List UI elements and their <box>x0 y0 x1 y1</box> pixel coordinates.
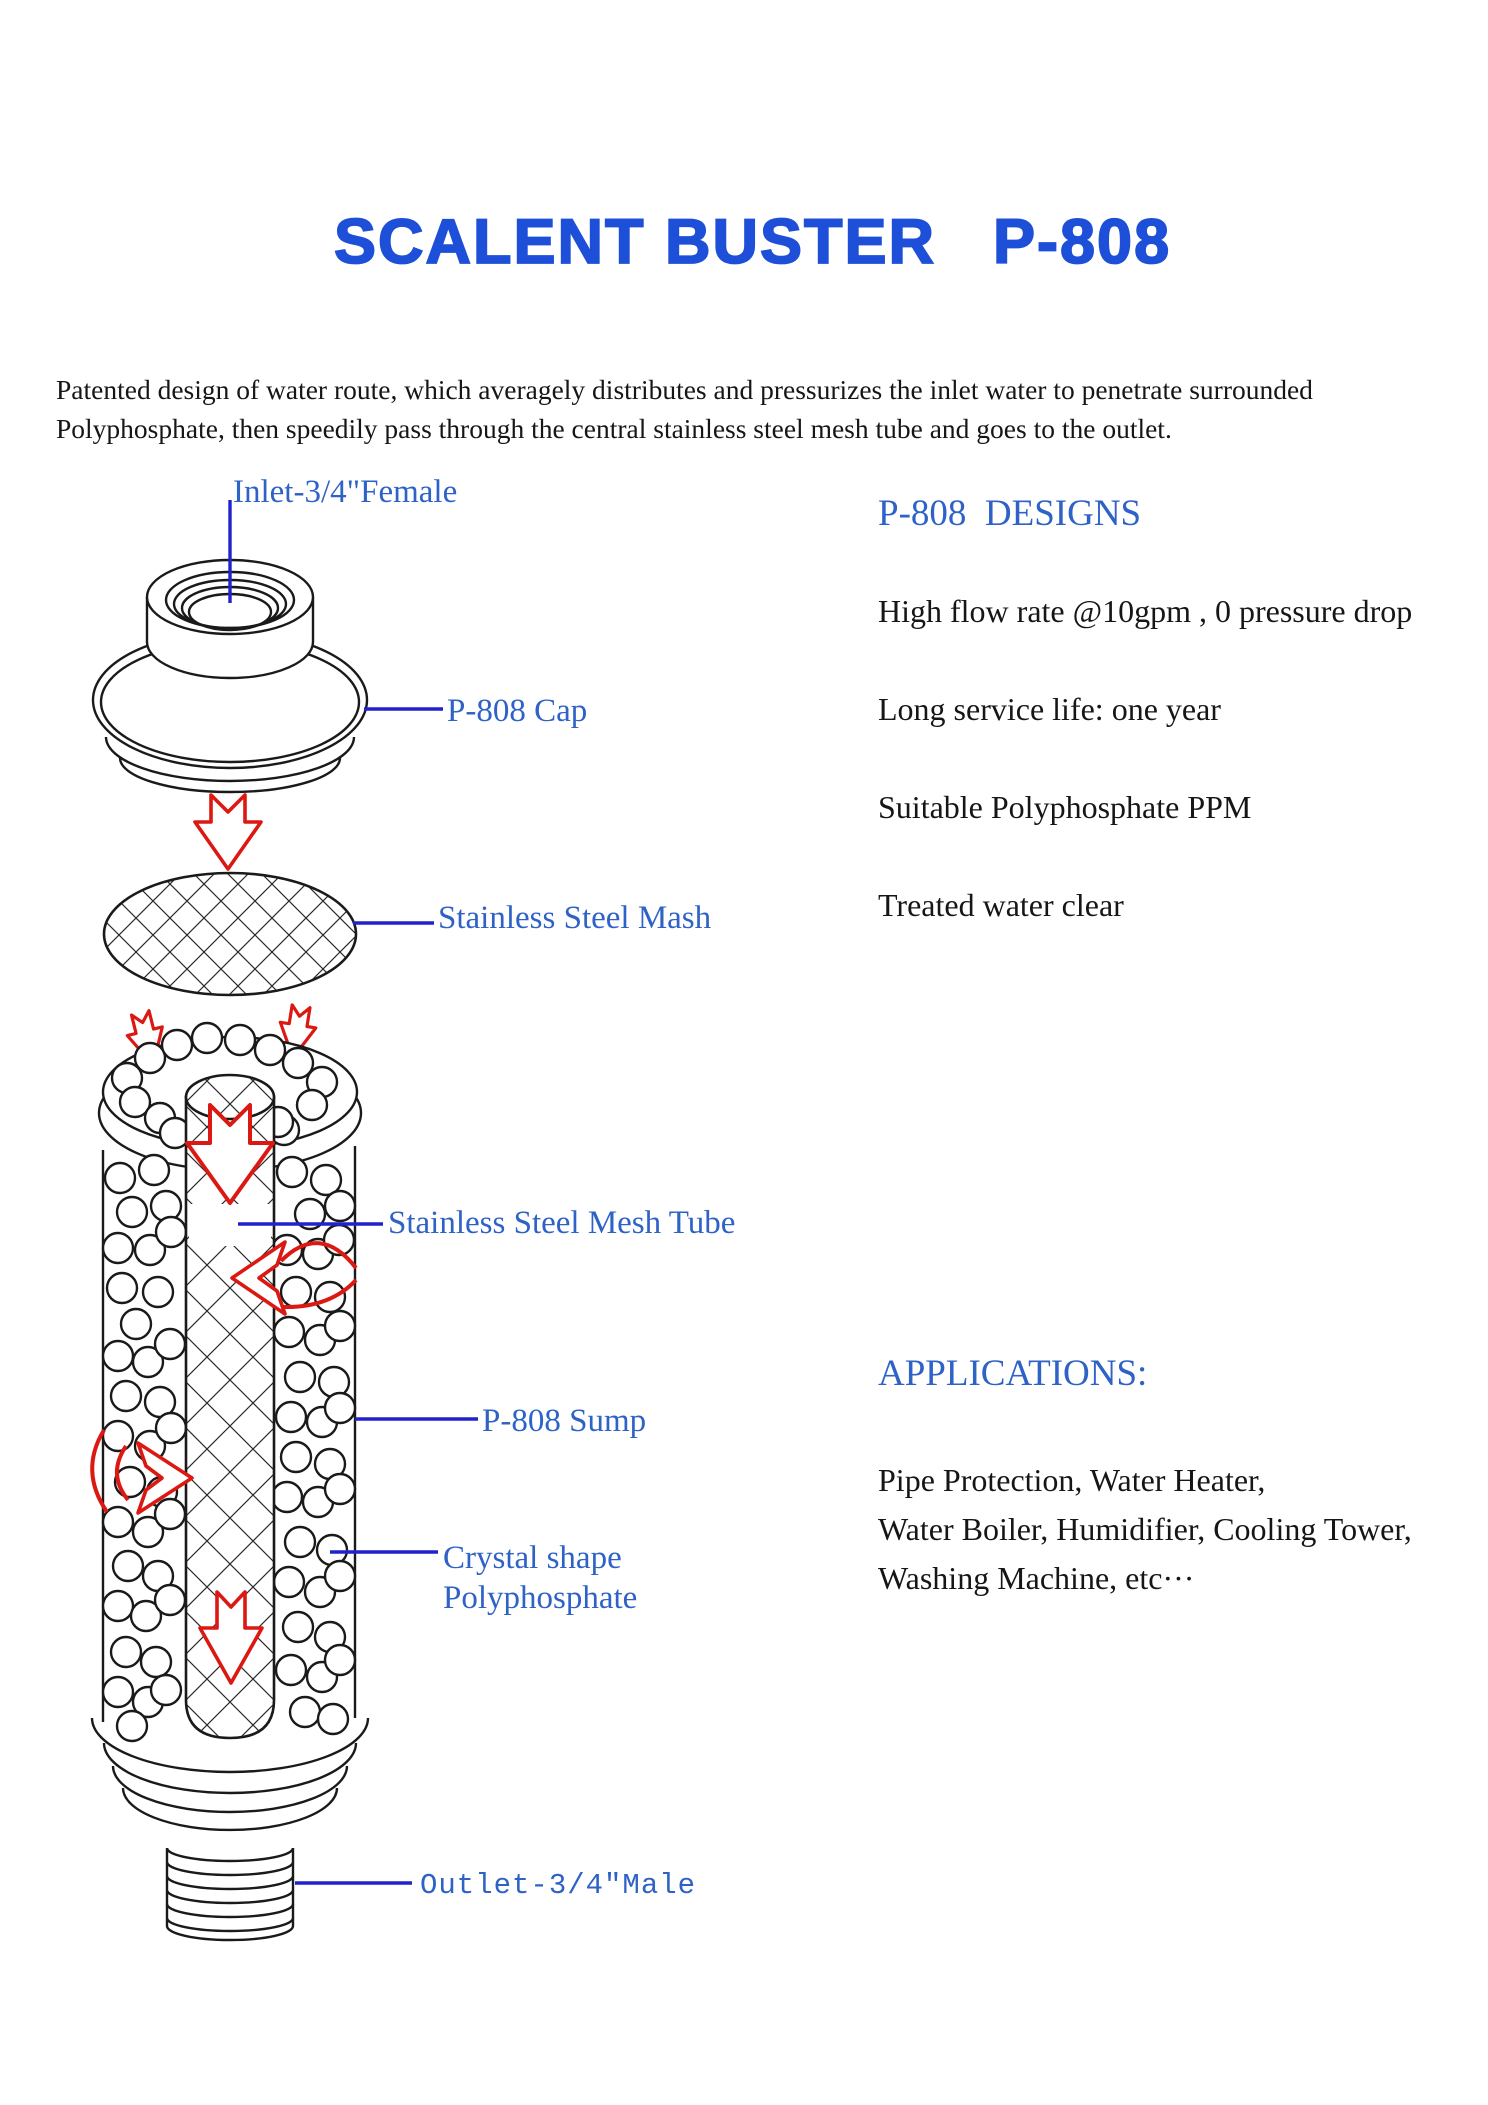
applications-list <box>878 1456 1412 1603</box>
crystal-label <box>443 1538 637 1618</box>
feature-polyphosphate: Suitable Polyphosphate PPM <box>878 789 1252 825</box>
applications-line: Water Boiler, Humidifier, Cooling Tower, <box>878 1511 1412 1547</box>
mash-disc-drawing <box>104 873 356 995</box>
mesh-tube-label: Stainless Steel Mesh Tube <box>388 1205 736 1241</box>
sump-label: P-808 Sump <box>482 1403 647 1439</box>
intro-paragraph: Patented design of water route, which averagely distributes and pressurizes the inlet water to penetrate surrounded Polyphosphate, then speedily pass through the central stainless steel mesh tube and goes to the outlet. <box>56 373 1313 444</box>
feature-treated-water: Treated water clear <box>878 887 1124 923</box>
page-title: SCALENT BUSTER <box>334 207 937 277</box>
designs-feature-list <box>878 592 1412 924</box>
outlet-label: Outlet-3/4"Male <box>420 1869 697 1902</box>
crystal-label-line1: Crystal shape <box>443 1540 622 1576</box>
designs-heading: P-808 DESIGNS <box>878 493 1142 534</box>
mash-label: Stainless Steel Mash <box>438 900 712 936</box>
flow-arrow-down-1 <box>195 795 261 869</box>
applications-line: Pipe Protection, Water Heater, <box>878 1462 1266 1498</box>
inlet-label: Inlet-3/4"Female <box>233 474 458 510</box>
page-title-model: P-808 <box>993 207 1172 277</box>
feature-service-life: Long service life: one year <box>878 691 1221 727</box>
applications-heading: APPLICATIONS: <box>878 1353 1148 1394</box>
crystal-label-line2: Polyphosphate <box>443 1580 638 1616</box>
feature-flow-rate: High flow rate @10gpm , 0 pressure drop <box>878 593 1413 629</box>
outlet-thread-drawing <box>167 1848 293 1940</box>
cap-label: P-808 Cap <box>447 693 588 729</box>
applications-line: Washing Machine, etc··· <box>878 1560 1195 1596</box>
